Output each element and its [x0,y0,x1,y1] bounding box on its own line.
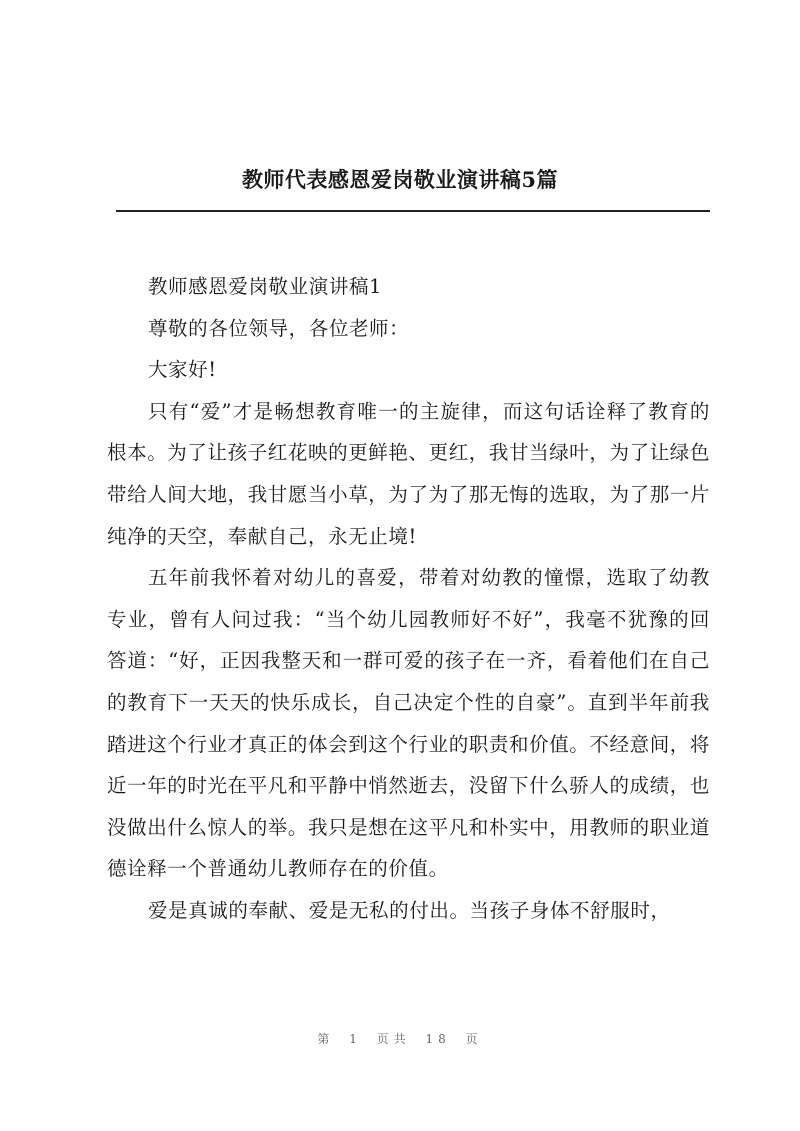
page-footer: 第 1 页共 18 页 [317,1032,483,1046]
body-paragraph: 只有“爱”才是畅想教育唯一的主旋律，而这句话诠释了教育的根本。为了让孩子红花映的更鲜艳、更红，我甘当绿叶，为了让绿色带给人间大地，我甘愿当小草，为了为了那无悔的选取，为了那一片纯净的天空，奉献自己，永无止境! [107,399,711,548]
section-heading: 教师感恩爱岗敬业演讲稿1 [147,275,383,298]
greeting: 大家好! [147,358,217,382]
document-body [107,266,710,932]
body-paragraph: 五年前我怀着对幼儿的喜爱，带着对幼教的憧憬，选取了幼教专业，曾有人问过我：“当个幼儿园教师好不好”，我毫不犹豫的回答道：“好，正因我整天和一群可爱的孩子在一齐，看着他们在自己的教育下一天天的快乐成长，自己决定个性的自豪”。直到半年前我踏进这个行业才真正的体会到这个行业的职责和价值。不经意间，将近一年的时光在平凡和平静中悄然逝去，没留下什么骄人的成绩，也没做出什么惊人的举。我只是想在这平凡和朴实中，用教师的职业道德诠释一个普通幼儿教师存在的价值。 [107,566,711,881]
title-divider [116,210,710,212]
body-paragraph: 爱是真诚的奉献、爱是无私的付出。当孩子身体不舒服时， [147,898,671,922]
document-title: 教师代表感恩爱岗敬业演讲稿5篇 [241,167,559,192]
salutation: 尊敬的各位领导，各位老师： [147,316,410,340]
